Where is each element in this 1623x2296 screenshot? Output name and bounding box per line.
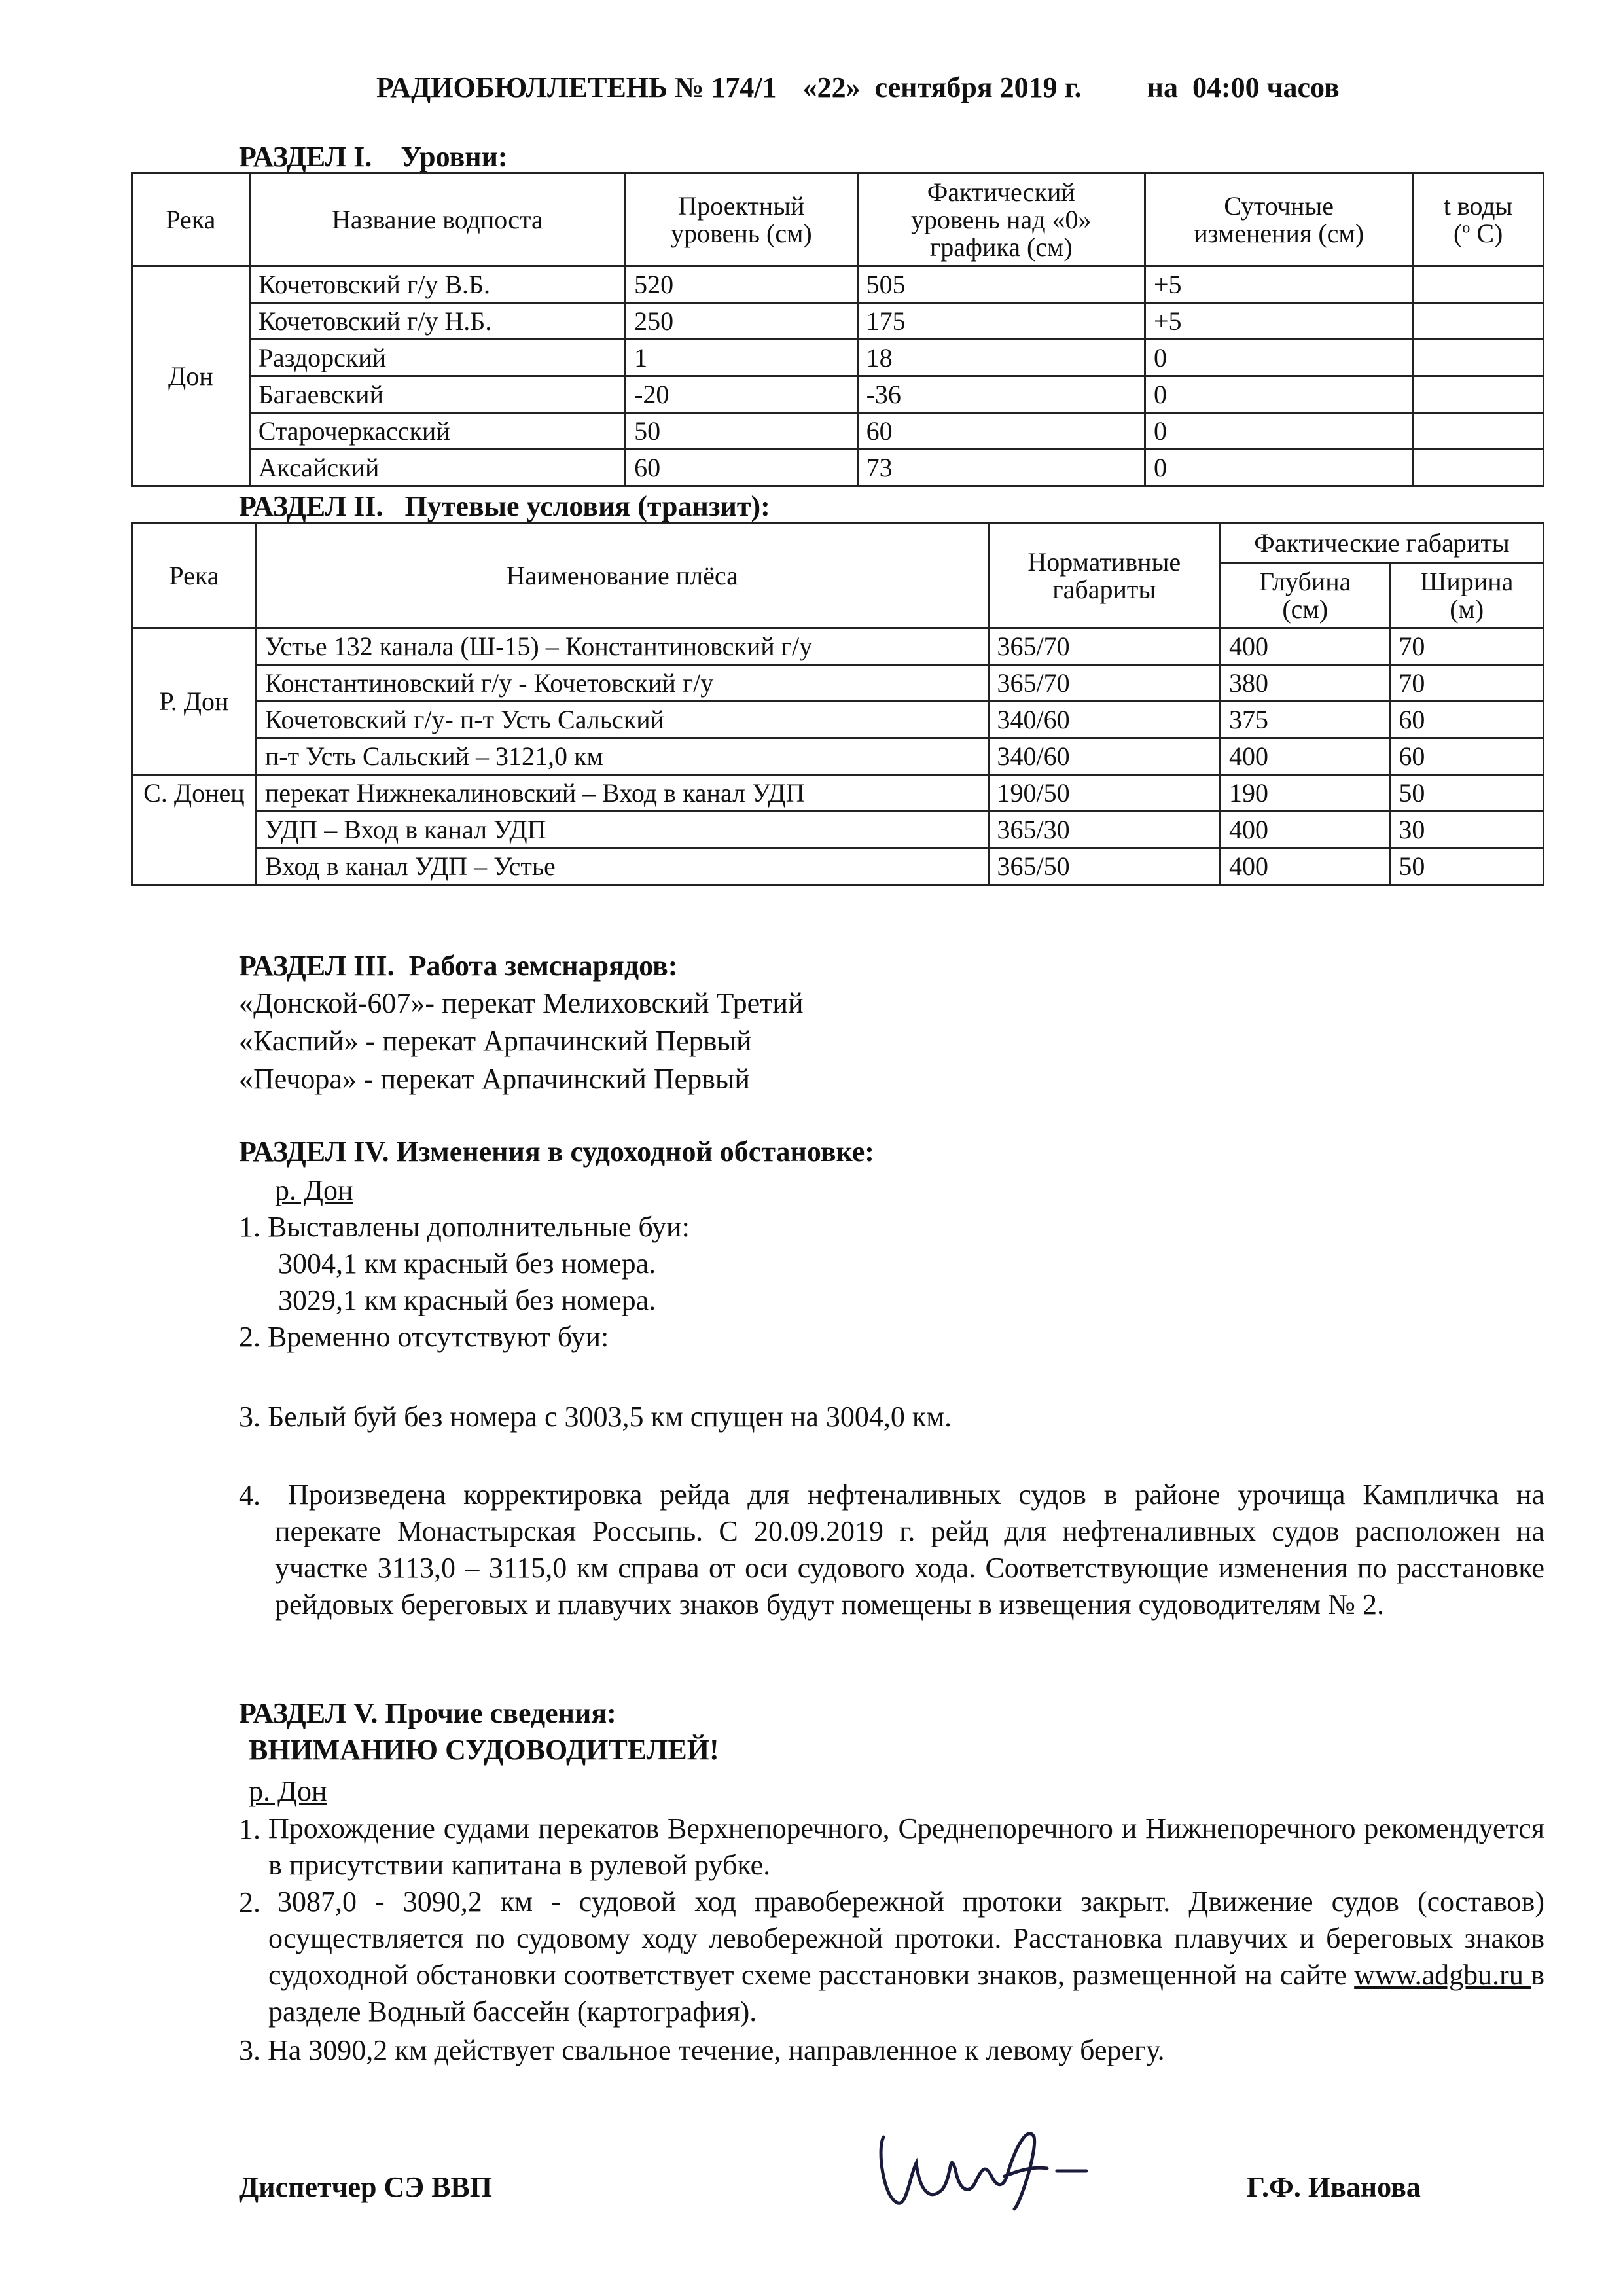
norm-cell: 340/60	[988, 738, 1220, 775]
table-row	[132, 266, 1544, 303]
dredger-list	[239, 984, 804, 1098]
section4-item1-sub2: 3029,1 км красный без номера.	[278, 1284, 656, 1316]
reach-cell: Кочетовский г/у- п-т Усть Сальский	[256, 702, 988, 738]
table-row	[132, 665, 1544, 702]
reach-cell: Вход в канал УДП – Устье	[256, 848, 988, 885]
col-daily-change: Суточные изменения (см)	[1145, 173, 1412, 266]
depth-cell: 400	[1220, 812, 1389, 848]
change-cell: +5	[1145, 303, 1412, 340]
actual-cell: 505	[857, 266, 1145, 303]
design-cell: 520	[626, 266, 858, 303]
col-station: Название водпоста	[249, 173, 625, 266]
depth-cell: 400	[1220, 628, 1389, 665]
change-cell: +5	[1145, 266, 1412, 303]
col-depth: Глубина (см)	[1220, 563, 1389, 628]
levels-table	[131, 172, 1544, 487]
norm-cell: 365/70	[988, 665, 1220, 702]
section2-title: РАЗДЕЛ II. Путевые условия (транзит):	[239, 490, 770, 522]
section5-item1-number: 1.	[239, 1813, 260, 1845]
bulletin-date: «22» сентября 2019 г.	[802, 71, 1082, 103]
transit-header-row1	[132, 524, 1544, 563]
river-cell: Р. Дон	[132, 628, 257, 775]
width-cell: 70	[1390, 628, 1544, 665]
depth-cell: 190	[1220, 775, 1389, 812]
col-design-level: Проектный уровень (см)	[626, 173, 858, 266]
signature	[870, 2111, 1106, 2222]
depth-cell: 375	[1220, 702, 1389, 738]
dispatcher-name: Г.Ф. Иванова	[1247, 2171, 1421, 2203]
list-item: «Каспий» - перекат Арпачинский Первый	[239, 1025, 752, 1057]
col-normative: Нормативные габариты	[988, 524, 1220, 628]
table-row	[132, 376, 1544, 413]
levels-header-row	[132, 173, 1544, 266]
change-cell: 0	[1145, 450, 1412, 486]
col-river: Река	[132, 173, 250, 266]
actual-cell: 175	[857, 303, 1145, 340]
norm-cell: 190/50	[988, 775, 1220, 812]
table-row	[132, 702, 1544, 738]
signature-icon	[870, 2111, 1106, 2222]
reach-cell: Устье 132 канала (Ш-15) – Константиновский г/у	[256, 628, 988, 665]
norm-cell: 340/60	[988, 702, 1220, 738]
depth-cell: 380	[1220, 665, 1389, 702]
temp-cell	[1413, 450, 1544, 486]
station-cell: Багаевский	[249, 376, 625, 413]
temp-cell	[1413, 303, 1544, 340]
temp-cell	[1413, 266, 1544, 303]
station-cell: Кочетовский г/у Н.Б.	[249, 303, 625, 340]
norm-cell: 365/50	[988, 848, 1220, 885]
section4-item1-sub1: 3004,1 км красный без номера.	[278, 1247, 656, 1280]
table-row	[132, 413, 1544, 450]
attention-heading: ВНИМАНИЮ СУДОВОДИТЕЛЕЙ!	[249, 1734, 719, 1766]
norm-cell: 365/70	[988, 628, 1220, 665]
temp-cell	[1413, 340, 1544, 376]
width-cell: 60	[1390, 702, 1544, 738]
col-river: Река	[132, 524, 257, 628]
station-cell: Раздорский	[249, 340, 625, 376]
design-cell: 50	[626, 413, 858, 450]
bulletin-time: на 04:00 часов	[1147, 71, 1340, 103]
change-cell: 0	[1145, 413, 1412, 450]
col-width: Ширина (м)	[1390, 563, 1544, 628]
section1-title: РАЗДЕЛ I. Уровни:	[239, 141, 508, 173]
actual-cell: 73	[857, 450, 1145, 486]
table-row	[132, 812, 1544, 848]
section5-item1: Прохождение судами перекатов Верхнепоречного, Среднепоречного и Нижнепоречного рекомендуется в присутствии капитана в рулевой рубке.	[268, 1812, 1544, 1881]
reach-cell: п-т Усть Сальский – 3121,0 км	[256, 738, 988, 775]
table-row	[132, 738, 1544, 775]
design-cell: 60	[626, 450, 858, 486]
width-cell: 60	[1390, 738, 1544, 775]
transit-table	[131, 522, 1544, 886]
station-cell: Старочеркасский	[249, 413, 625, 450]
depth-cell: 400	[1220, 738, 1389, 775]
design-cell: 250	[626, 303, 858, 340]
width-cell: 30	[1390, 812, 1544, 848]
section5-item3: 3. На 3090,2 км действует свальное течение, направленное к левому берегу.	[239, 2034, 1165, 2066]
col-water-temp: t воды ($^о$ С)	[1413, 173, 1544, 266]
actual-cell: 60	[857, 413, 1145, 450]
bulletin-title	[376, 71, 1340, 104]
list-item: «Печора» - перекат Арпачинский Первый	[239, 1063, 750, 1095]
station-cell: Кочетовский г/у В.Б.	[249, 266, 625, 303]
section4-river: р. Дон	[275, 1174, 353, 1206]
col-actual-dimensions: Фактические габариты	[1220, 524, 1543, 563]
river-cell: С. Донец	[132, 775, 257, 885]
design-cell: 1	[626, 340, 858, 376]
section4-item4: Произведена корректировка рейда для нефтеналивных судов в районе урочища Кампличка на перекате Монастырская Россыпь. С 20.09.2019 г. рейд для нефтеналивных судов расположен на участке 3113,0 – 3115,0 км справа от оси судового хода. Соответствующие изменения по расстановке рейдовых береговых и плавучих знаков будут помещены в извещения судоводителям № 2.	[275, 1479, 1544, 1621]
table-row	[132, 848, 1544, 885]
col-actual-level: Фактический уровень над «0» графика (см)	[857, 173, 1145, 266]
section3-title: РАЗДЕЛ III. Работа земснарядов:	[239, 950, 678, 982]
section4-item2: 2. Временно отсутствуют буи:	[239, 1321, 609, 1353]
table-row	[132, 628, 1544, 665]
section5-item2: 3087,0 - 3090,2 км - судовой ход правобережной протоки закрыт. Движение судов (составов) осуществляется по судовому ходу левобережной протоки. Расстановка плавучих и береговых знаков судоходной обстановки соответствует схеме расстановки знаков, размещенной на сайте www.adgbu.ru в разделе Водный бассейн (картография).	[268, 1886, 1544, 2028]
design-cell: -20	[626, 376, 858, 413]
reach-cell: Константиновский г/у - Кочетовский г/у	[256, 665, 988, 702]
table-row	[132, 775, 1544, 812]
website-link[interactable]: www.adgbu.ru	[1354, 1959, 1531, 1991]
table-row	[132, 450, 1544, 486]
actual-cell: 18	[857, 340, 1145, 376]
depth-cell: 400	[1220, 848, 1389, 885]
table-row	[132, 340, 1544, 376]
bulletin-number: РАДИОБЮЛЛЕТЕНЬ № 174/1	[376, 71, 777, 103]
section5-river: р. Дон	[249, 1775, 327, 1807]
dispatcher-position: Диспетчер СЭ ВВП	[239, 2171, 492, 2203]
section4-item4-number: 4.	[239, 1479, 260, 1511]
width-cell: 50	[1390, 848, 1544, 885]
norm-cell: 365/30	[988, 812, 1220, 848]
section5-item2-number: 2.	[239, 1886, 260, 1918]
reach-cell: УДП – Вход в канал УДП	[256, 812, 988, 848]
change-cell: 0	[1145, 340, 1412, 376]
list-item: «Донской-607»- перекат Мелиховский Третий	[239, 987, 804, 1019]
actual-cell: -36	[857, 376, 1145, 413]
river-cell: Дон	[132, 266, 250, 486]
temp-cell	[1413, 413, 1544, 450]
reach-cell: перекат Нижнекалиновский – Вход в канал УДП	[256, 775, 988, 812]
section5-title: РАЗДЕЛ V. Прочие сведения:	[239, 1697, 616, 1729]
section4-title: РАЗДЕЛ IV. Изменения в судоходной обстановке:	[239, 1136, 874, 1168]
change-cell: 0	[1145, 376, 1412, 413]
section4-item1: 1. Выставлены дополнительные буи:	[239, 1211, 690, 1243]
temp-cell	[1413, 376, 1544, 413]
width-cell: 50	[1390, 775, 1544, 812]
table-row	[132, 303, 1544, 340]
section4-item3: 3. Белый буй без номера с 3003,5 км спущен на 3004,0 км.	[239, 1401, 952, 1433]
station-cell: Аксайский	[249, 450, 625, 486]
width-cell: 70	[1390, 665, 1544, 702]
col-reach: Наименование плёса	[256, 524, 988, 628]
